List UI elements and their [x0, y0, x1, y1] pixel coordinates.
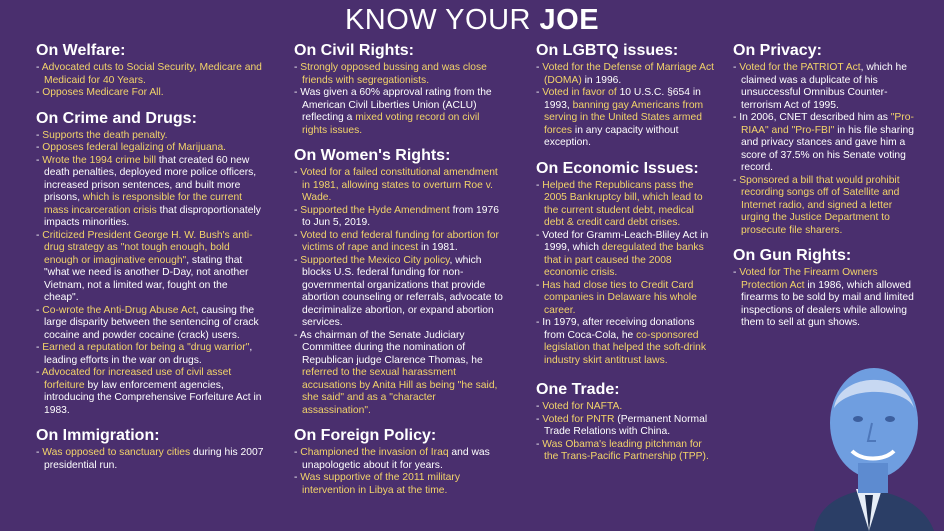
bullet-item [36, 130, 264, 143]
bullet-item [294, 167, 504, 205]
section [294, 42, 504, 137]
bullet-item [36, 87, 264, 100]
plain-text: Voted for Gramm-Leach-Bliley Act in 1999, which [542, 229, 709, 253]
bullet-list [36, 130, 264, 418]
section [36, 42, 264, 100]
bullet-item [536, 401, 716, 414]
section-heading: On Civil Rights: [294, 42, 414, 59]
highlighted-text: Voted for the PATRIOT Act [739, 62, 861, 73]
plain-text: , causing the large disparity between the sentencing of crack cocaine and powder cocaine (crack) users. [44, 304, 259, 341]
highlighted-text: Voted to end federal funding for abortion for victims of rape and incest [300, 229, 499, 253]
highlighted-text: Voted for a failed constitutional amendment in 1981, allowing states to overturn Roe v. Wade. [300, 167, 498, 203]
bullet-list [536, 401, 716, 464]
highlighted-text: mixed voting record on civil rights issues. [302, 112, 480, 136]
section [294, 147, 504, 417]
bullet-item [36, 142, 264, 155]
plain-text: in 1981. [418, 242, 458, 253]
bullet-item [536, 317, 716, 367]
bullet-list [294, 447, 504, 497]
bullet-item [536, 439, 716, 464]
bullet-item [294, 62, 504, 87]
highlighted-text: Strongly opposed bussing and was close friends with segregationists. [300, 62, 487, 86]
plain-text: from 1976 to Jun 5, 2019. [302, 204, 499, 228]
bullet-item [536, 87, 716, 150]
bullet-item [294, 205, 504, 230]
plain-text: in any capacity without exception. [544, 124, 679, 148]
plain-text: , which blocks U.S. federal funding for non-governmental organizations that provide abortion counseling or referrals, advocate to decriminalize abortion, or expand abortion services. [302, 254, 503, 328]
page-title [0, 4, 944, 37]
highlighted-text: Supports the death penalty. [42, 129, 168, 141]
section-heading: On Foreign Policy: [294, 427, 437, 444]
bullet-item [536, 280, 716, 318]
highlighted-text: Voted in favor of [542, 87, 617, 98]
plain-text: and was unapologetic about it for years. [302, 447, 490, 471]
highlighted-text: Supported the Hyde Amendment [300, 204, 450, 216]
section-heading: On Crime and Drugs: [36, 109, 197, 127]
bullet-list [733, 62, 923, 237]
plain-text: during his 2007 presidential run. [44, 447, 264, 471]
section [536, 381, 716, 464]
bullet-item [36, 447, 264, 472]
bullet-item [294, 447, 504, 472]
section [36, 110, 264, 418]
bullet-item [733, 112, 923, 175]
highlighted-text: Championed the invasion of Iraq [300, 447, 449, 458]
section [536, 42, 716, 150]
bullet-list [294, 167, 504, 417]
plain-text: In 1979, after receiving donations from Coca-Cola, he [542, 317, 695, 341]
highlighted-text: Voted for PNTR [542, 413, 615, 425]
bullet-item [36, 342, 264, 367]
highlighted-text: Advocated for increased use of civil asset forfeiture [41, 367, 232, 391]
highlighted-text: Opposes Medicare For All. [42, 87, 164, 98]
bullet-item [733, 175, 923, 238]
section-heading: On Women's Rights: [294, 147, 451, 164]
section-heading: On Gun Rights: [733, 247, 852, 264]
title-emphasis: JOE [539, 4, 600, 36]
highlighted-text: Criticized President George H. W. Bush's anti-drug strategy as "not tough enough, bold enough or imaginative enough" [42, 229, 253, 266]
section-heading: On Privacy: [733, 42, 822, 59]
bullet-list [36, 447, 264, 472]
plain-text: , stating that "what we need is another D-Day, not another Vietnam, not a limited war, fought on the cheap". [44, 254, 249, 303]
highlighted-text: which is responsible for the current mass incarceration crisis [44, 192, 243, 216]
bullet-list [536, 180, 716, 368]
bullet-list [36, 62, 264, 100]
plain-text: Was given a 60% approval rating from the American Civil Liberties Union (ACLU) reflecting a [300, 87, 492, 123]
section [536, 160, 716, 368]
column-3 [536, 42, 716, 474]
highlighted-text: Helped the Republicans pass the 2005 Bankruptcy bill, which lead to the current student debt, medical debt & credit card debt crises. [542, 179, 703, 228]
bullet-item [294, 330, 504, 418]
plain-text: , leading efforts in the war on drugs. [44, 342, 253, 366]
highlighted-text: Co-wrote the Anti-Drug Abuse Act [42, 304, 196, 316]
bullet-list [294, 62, 504, 137]
highlighted-text: Sponsored a bill that would prohibit recording songs off of Satellite and Internet radio, and signed a letter urging the Justice Department to prosecute file sharers. [739, 174, 900, 236]
bullet-item [36, 230, 264, 305]
bullet-item [294, 87, 504, 137]
plain-text: , which he claimed was a duplicate of his unsuccessful Omnibus Counter-terrorism Act of 1995. [741, 62, 908, 111]
highlighted-text: Was supportive of the 2011 military intervention in Libya at the time. [300, 472, 460, 496]
plain-text: by law enforcement agencies, introducing the Comprehensive Forfeiture Act in 1983. [44, 379, 262, 416]
highlighted-text: Advocated cuts to Social Security, Medicare and Medicaid for 40 Years. [41, 62, 262, 86]
highlighted-text: Was Obama's leading pitchman for the Trans-Pacific Partnership (TPP). [542, 438, 709, 462]
highlighted-text: deregulated the banks that in part caused the 2008 economic crisis. [544, 242, 704, 278]
section-heading: On Economic Issues: [536, 159, 699, 177]
highlighted-text: Voted for the Defense of Marriage Act (DOMA) [542, 62, 715, 86]
highlighted-text: Voted for NAFTA. [542, 401, 623, 412]
plain-text: In 2006, CNET described him as [739, 112, 891, 123]
bullet-list [733, 267, 923, 330]
section-heading: One Trade: [536, 381, 620, 398]
column-4 [733, 42, 923, 340]
highlighted-text: banning gay Americans from serving in the United States armed forces [544, 99, 704, 136]
highlighted-text: co-sponsored legislation that helped the soft-drink industry skirt antitrust laws. [544, 329, 706, 366]
plain-text: in 1996. [581, 74, 622, 86]
section [36, 427, 264, 472]
section-heading: On Immigration: [36, 427, 160, 444]
bullet-item [36, 367, 264, 417]
highlighted-text: Supported the Mexico City policy [300, 254, 450, 266]
highlighted-text: Voted for The Firearm Owners Protection Act [739, 267, 878, 291]
column-2 [294, 42, 504, 507]
bullet-item [536, 230, 716, 280]
bullet-item [294, 255, 504, 330]
highlighted-text: referred to the sexual harassment accusations by Anita Hill as being "he said, she said" and as a "character assassination". [302, 367, 498, 416]
section-heading: On LGBTQ issues: [536, 42, 679, 59]
bullet-item [733, 267, 923, 330]
column-1 [36, 42, 264, 482]
section [733, 42, 923, 237]
section [294, 427, 504, 497]
section-heading: On Welfare: [36, 42, 126, 59]
bullet-item [536, 62, 716, 87]
highlighted-text: Was opposed to sanctuary cities [42, 447, 191, 458]
section [733, 247, 923, 330]
title-prefix: KNOW YOUR [344, 4, 540, 36]
biden-portrait-illustration [794, 353, 944, 531]
bullet-item [294, 472, 504, 497]
bullet-item [36, 62, 264, 87]
bullet-item [36, 305, 264, 343]
highlighted-text: Has had close ties to Credit Card companies in Delaware his whole career. [542, 279, 697, 316]
bullet-item [294, 230, 504, 255]
bullet-item [536, 414, 716, 439]
plain-text: (Permanent Normal Trade Relations with China. [544, 413, 708, 437]
plain-text: 10 U.S.C. §654 in 1993, [544, 87, 701, 111]
bullet-item [536, 180, 716, 230]
highlighted-text: "Pro-RIAA" and "Pro-FBI" [741, 112, 914, 136]
highlighted-text: Earned a reputation for being a "drug warrior" [42, 342, 250, 353]
highlighted-text: Wrote the 1994 crime bill [42, 154, 156, 166]
bullet-item [36, 155, 264, 230]
plain-text: that disproportionately impacts minorities. [44, 204, 261, 228]
plain-text: that created 60 new death penalties, deployed more police officers, increased prison sentences, and built more prisons, [44, 154, 257, 203]
plain-text: in his file sharing and privacy stances and gave him a score of 37.5% on his Senate voting record. [741, 124, 914, 173]
highlighted-text: Opposes federal legalizing of Marijuana. [42, 142, 227, 153]
plain-text: As chairman of the Senate Judiciary Committee during the nomination of Republican judge Clarence Thomas, he [299, 329, 483, 366]
plain-text: in 1986, which allowed firearms to be sold by mail and limited inspections of dealers while allowing them to sell at gun shows. [741, 279, 914, 328]
bullet-list [536, 62, 716, 150]
bullet-item [733, 62, 923, 112]
